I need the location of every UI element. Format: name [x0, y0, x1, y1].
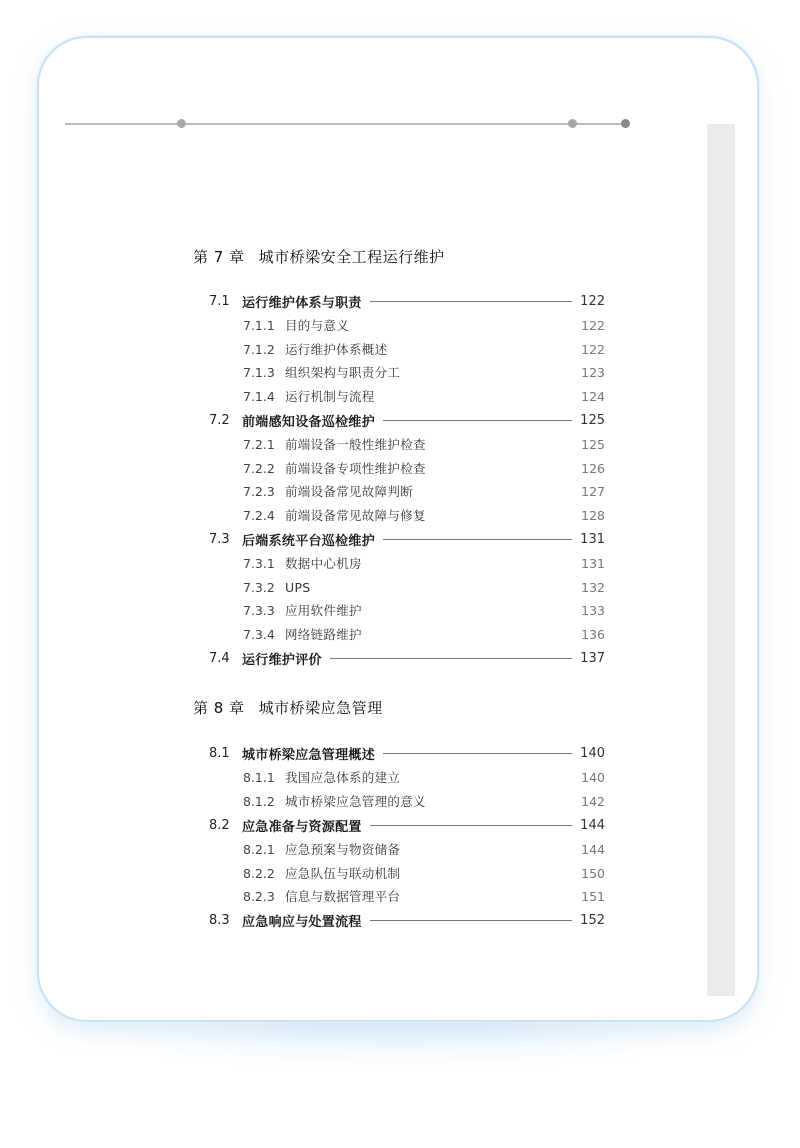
subsection-title: 运行维护体系概述 [285, 342, 388, 357]
section-page: 152 [580, 912, 605, 928]
subsection-page: 123 [581, 364, 605, 380]
header-rule [65, 123, 630, 125]
subsection-page: 150 [581, 865, 605, 881]
subsection-title: 信息与数据管理平台 [285, 889, 401, 904]
subsection-title: 前端设备一般性维护检查 [285, 437, 426, 452]
chapter-title: 城市桥梁安全工程运行维护 [258, 248, 445, 266]
page-edge-strip [707, 124, 735, 996]
toc-section[interactable] [209, 529, 605, 549]
section-page: 144 [580, 817, 605, 833]
subsection-title: 前端设备常见故障判断 [285, 484, 414, 499]
section-title: 应急准备与资源配置 [242, 819, 362, 835]
section-title: 应急响应与处置流程 [242, 914, 362, 930]
section-page: 140 [580, 745, 605, 761]
toc-subsection[interactable] [243, 362, 605, 382]
section-number: 8.3 [209, 912, 230, 928]
subsection-page: 126 [581, 460, 605, 476]
subsection-number: 8.1.1 [243, 769, 275, 785]
dot-leader [383, 753, 572, 754]
subsection-title: 网络链路维护 [285, 627, 362, 642]
subsection-number: 7.1.2 [243, 341, 275, 357]
toc-subsection[interactable] [243, 863, 605, 883]
subsection-title: 应用软件维护 [285, 603, 362, 618]
section-number: 8.1 [209, 745, 230, 761]
subsection-title: 应急预案与物资储备 [285, 842, 401, 857]
subsection-number: 8.1.2 [243, 793, 275, 809]
chapter-title: 城市桥梁应急管理 [258, 699, 383, 717]
subsection-number: 7.3.2 [243, 579, 275, 595]
subsection-number: 8.2.2 [243, 865, 275, 881]
subsection-number: 7.2.2 [243, 460, 275, 476]
rule-end-dot [621, 119, 630, 128]
subsection-number: 8.2.3 [243, 888, 275, 904]
toc-subsection[interactable] [243, 624, 605, 644]
subsection-page: 142 [581, 793, 605, 809]
subsection-page: 122 [581, 317, 605, 333]
subsection-page: 131 [581, 555, 605, 571]
subsection-number: 7.1.1 [243, 317, 275, 333]
toc-section[interactable] [209, 910, 605, 930]
subsection-page: 144 [581, 841, 605, 857]
toc-subsection[interactable] [243, 458, 605, 478]
subsection-title: 组织架构与职责分工 [285, 365, 401, 380]
subsection-number: 7.2.3 [243, 483, 275, 499]
toc-subsection[interactable] [243, 386, 605, 406]
toc-section[interactable] [209, 410, 605, 430]
section-number: 7.4 [209, 650, 230, 666]
section-page: 131 [580, 531, 605, 547]
chapter-number: 第 7 章 [193, 248, 245, 266]
section-title: 前端感知设备巡检维护 [242, 414, 376, 430]
dot-leader [370, 920, 572, 921]
section-page: 137 [580, 650, 605, 666]
subsection-title: 数据中心机房 [285, 556, 362, 571]
subsection-title: 目的与意义 [285, 318, 350, 333]
section-title: 后端系统平台巡检维护 [242, 533, 376, 549]
rule-dot [177, 119, 186, 128]
subsection-title: 运行机制与流程 [285, 389, 375, 404]
subsection-page: 127 [581, 483, 605, 499]
section-title: 运行维护评价 [242, 652, 322, 668]
section-number: 8.2 [209, 817, 230, 833]
rule-dot [568, 119, 577, 128]
subsection-number: 7.2.4 [243, 507, 275, 523]
toc-section[interactable] [209, 648, 605, 668]
subsection-page: 133 [581, 602, 605, 618]
toc-subsection[interactable] [243, 505, 605, 525]
section-title: 城市桥梁应急管理概述 [242, 747, 376, 763]
subsection-title: 前端设备常见故障与修复 [285, 508, 426, 523]
subsection-number: 7.1.4 [243, 388, 275, 404]
section-title: 运行维护体系与职责 [242, 295, 362, 311]
toc-section[interactable] [209, 743, 605, 763]
dot-leader [370, 825, 572, 826]
dot-leader [330, 658, 572, 659]
toc-subsection[interactable] [243, 791, 605, 811]
toc-subsection[interactable] [243, 481, 605, 501]
dot-leader [370, 301, 572, 302]
toc-subsection[interactable] [243, 600, 605, 620]
toc-section[interactable] [209, 815, 605, 835]
chapter-heading [193, 697, 383, 718]
subsection-title: 我国应急体系的建立 [285, 770, 401, 785]
subsection-number: 7.3.1 [243, 555, 275, 571]
subsection-page: 122 [581, 341, 605, 357]
section-number: 7.3 [209, 531, 230, 547]
section-page: 122 [580, 293, 605, 309]
subsection-title: 前端设备专项性维护检查 [285, 461, 426, 476]
toc-subsection[interactable] [243, 577, 605, 597]
toc-subsection[interactable] [243, 315, 605, 335]
subsection-page: 151 [581, 888, 605, 904]
section-page: 125 [580, 412, 605, 428]
subsection-page: 132 [581, 579, 605, 595]
toc-section[interactable] [209, 291, 605, 311]
subsection-page: 128 [581, 507, 605, 523]
subsection-title: 城市桥梁应急管理的意义 [285, 794, 426, 809]
toc-subsection[interactable] [243, 434, 605, 454]
page-card [37, 36, 759, 1022]
subsection-number: 8.2.1 [243, 841, 275, 857]
subsection-page: 140 [581, 769, 605, 785]
subsection-page: 125 [581, 436, 605, 452]
subsection-page: 124 [581, 388, 605, 404]
subsection-number: 7.2.1 [243, 436, 275, 452]
toc-subsection[interactable] [243, 767, 605, 787]
chapter-number: 第 8 章 [193, 699, 245, 717]
subsection-title: 应急队伍与联动机制 [285, 866, 401, 881]
chapter-heading [193, 246, 445, 267]
subsection-number: 7.3.3 [243, 602, 275, 618]
section-number: 7.2 [209, 412, 230, 428]
toc-subsection[interactable] [243, 339, 605, 359]
subsection-title: UPS [285, 579, 311, 595]
section-number: 7.1 [209, 293, 230, 309]
toc-subsection[interactable] [243, 553, 605, 573]
dot-leader [383, 420, 572, 421]
subsection-number: 7.3.4 [243, 626, 275, 642]
subsection-page: 136 [581, 626, 605, 642]
subsection-number: 7.1.3 [243, 364, 275, 380]
toc-subsection[interactable] [243, 886, 605, 906]
dot-leader [383, 539, 572, 540]
toc-subsection[interactable] [243, 839, 605, 859]
